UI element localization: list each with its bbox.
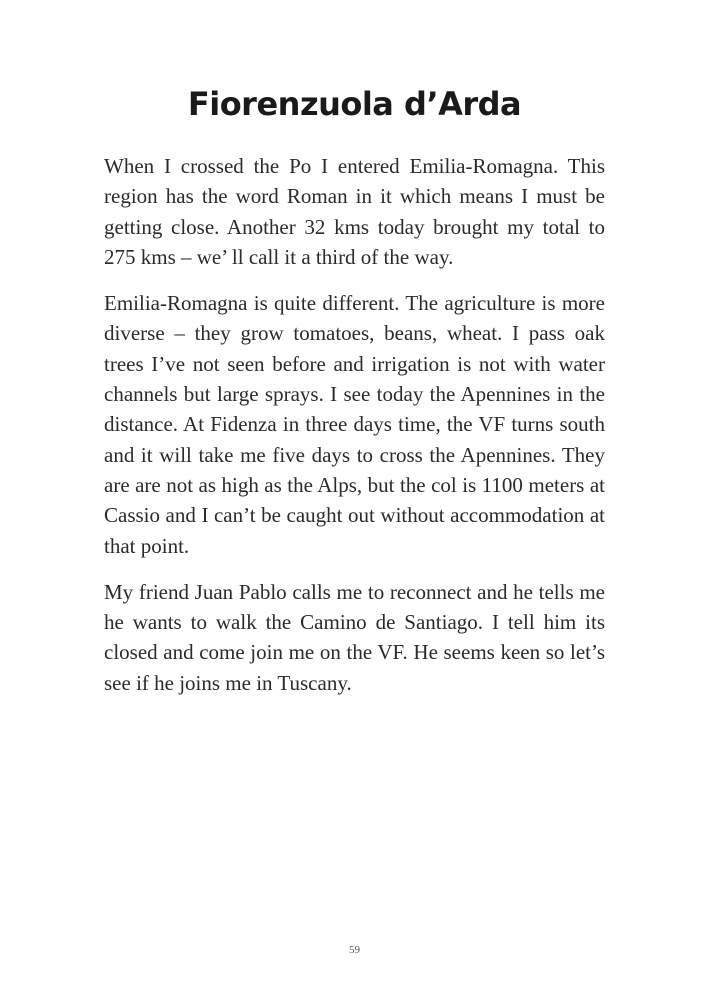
page-number: 59 [349,944,360,956]
body-text [104,151,605,714]
page-title: Fiorenzuola d’Arda [187,85,522,123]
paragraph: Emilia-Romagna is quite different. The agriculture is more diverse – they grow tomatoes, beans, wheat. I pass oak trees I’ve not seen before and irrigation is not with water channels but large sprays. I see today the Apennines in the distance. At Fidenza in three days time, the VF turns south and it will take me five days to cross the Apennines. They are are not as high as the Alps, but the col is 1100 meters at Cassio and I can’t be caught out without accommodation at that point. [104,291,605,558]
paragraph: When I crossed the Po I entered Emilia-Romagna. This region has the word Roman in it which means I must be getting close. Another 32 kms today brought my total to 275 kms – we’ ll call it a third of the way. [104,154,605,269]
paragraph: My friend Juan Pablo calls me to reconnect and he tells me he wants to walk the Camino de Santiago. I tell him its closed and come join me on the VF. He seems keen so let’s see if he joins me in Tuscany. [104,579,605,695]
